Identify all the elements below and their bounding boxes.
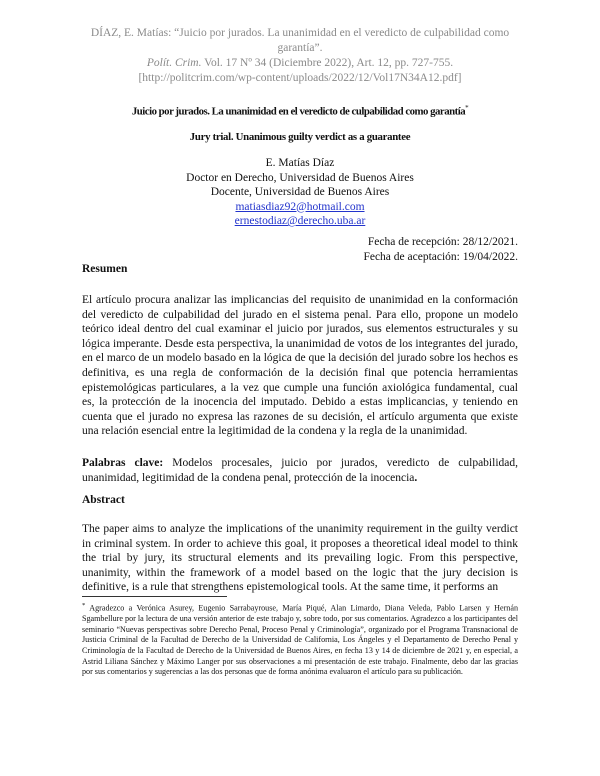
author-email-1[interactable]: matiasdiaz92@hotmail.com [235, 200, 365, 213]
author-name: E. Matías Díaz [265, 157, 335, 169]
abstract-heading: Abstract [82, 494, 125, 506]
citation-line-2: Vol. 17 Nº 34 (Diciembre 2022), Art. 12, pp. 727-755. [204, 57, 454, 69]
citation-header [80, 26, 520, 86]
resumen-heading: Resumen [82, 263, 128, 275]
citation-journal: Polít. Crim. [146, 57, 202, 69]
date-received: Fecha de recepción: 28/12/2021. [367, 236, 518, 248]
date-accepted: Fecha de aceptación: 19/04/2022. [363, 251, 518, 263]
footnote-text: Agradezco a Verónica Asurey, Eugenio Sarrabayrouse, María Piqué, Alan Limardo, Diana Veleda, Pablo Larsen y Hernán Sgambellure por la lectura de una versión anterior de este trabajo y, sobre todo, por sus comentarios. Agradezco a los participantes del seminario “Nuevas perspectivas sobre Derecho Penal, Proceso Penal y Criminología”, organizado por el Programa Transnacional de Justicia Criminal de la Facultad de Derecho de la Universidad de California, Los Ángeles y el Departamento de Derecho Penal y Criminología de la Facultad de Derecho de la Universidad de Buenos Aires, en fecha 13 y 14 de diciembre de 2021 y, en especial, a Astrid Liliana Sánchez y Máximo Langer por sus observaciones a mi presentación de este trabajo. Finalmente, debo dar las gracias por sus comentarios y sugerencias a las dos personas que de forma anónima evaluaron el artículo para su publicación. [82, 603, 518, 677]
author-position: Docente, Universidad de Buenos Aires [210, 186, 390, 198]
keywords-paragraph [82, 456, 518, 485]
title-spanish-text: Juicio por jurados. La unanimidad en el veredicto de culpabilidad como garantía [131, 105, 466, 118]
resumen-paragraph: El artículo procura analizar las implicancias del requisito de unanimidad en la conformación del veredicto de culpabilidad del jurado en el sistema penal. Para ello, propone un modelo teórico ideal dentro del cual examinar el juicio por jurados, sus elementos estructurales y su lógica imperante. Desde esta perspectiva, la unanimidad de votos de los integrantes del jurado, en el marco de un modelo basado en la lógica de que la decisión del jurado sobre los hechos es definitiva, es una regla de conformación de la decisión final que potencia herramientas epistemológicas particulares, a la vez que cumple una función axiológica fundamental, cual es, la protección de la inocencia del imputado. Debido a estas implicancias, y teniendo en cuenta que el jurado no expresa las razones de su decisión, el artículo argumenta que existe una relación esencial entre la legitimidad de la condena y la regla de la unanimidad. [82, 294, 518, 438]
citation-line-1: DÍAZ, E. Matías: “Juicio por jurados. La unanimidad en el veredicto de culpabilidad como garantía”. [90, 27, 510, 54]
author-email-2[interactable]: ernestodiaz@derecho.uba.ar [234, 215, 366, 227]
footnote [82, 601, 518, 678]
author-degree: Doctor en Derecho, Universidad de Buenos Aires [186, 171, 414, 184]
dates-block [363, 235, 518, 265]
abstract-paragraph: The paper aims to analyze the implications of the unanimity requirement in the guilty verdict in criminal system. In order to achieve this goal, it proposes a theoretical ideal model to think the trial by jury, its structural elements and its prevailing logic. From this perspective, unanimity, within the framework of a model based on the logic that the jury decision is definitive, is a rule that strengthens epistemological tools. At the same time, it performs an [82, 523, 518, 594]
author-block [80, 156, 520, 229]
title-spanish [60, 104, 540, 118]
title-english: Jury trial. Unanimous guilty verdict as a guarantee [189, 131, 411, 143]
footnote-separator [82, 596, 227, 597]
keywords-text: Modelos procesales, juicio por jurados, veredicto de culpabilidad, unanimidad, legitimidad de la condena penal, protección de la inocencia [82, 457, 519, 484]
keywords-end: . [414, 471, 418, 484]
title-footnote-marker[interactable]: * [465, 104, 469, 112]
citation-url[interactable]: [http://politcrim.com/wp-content/uploads/2022/12/Vol17N34A12.pdf] [138, 72, 462, 84]
keywords-label: Palabras clave: [82, 457, 164, 469]
footnote-marker: * [82, 602, 86, 609]
